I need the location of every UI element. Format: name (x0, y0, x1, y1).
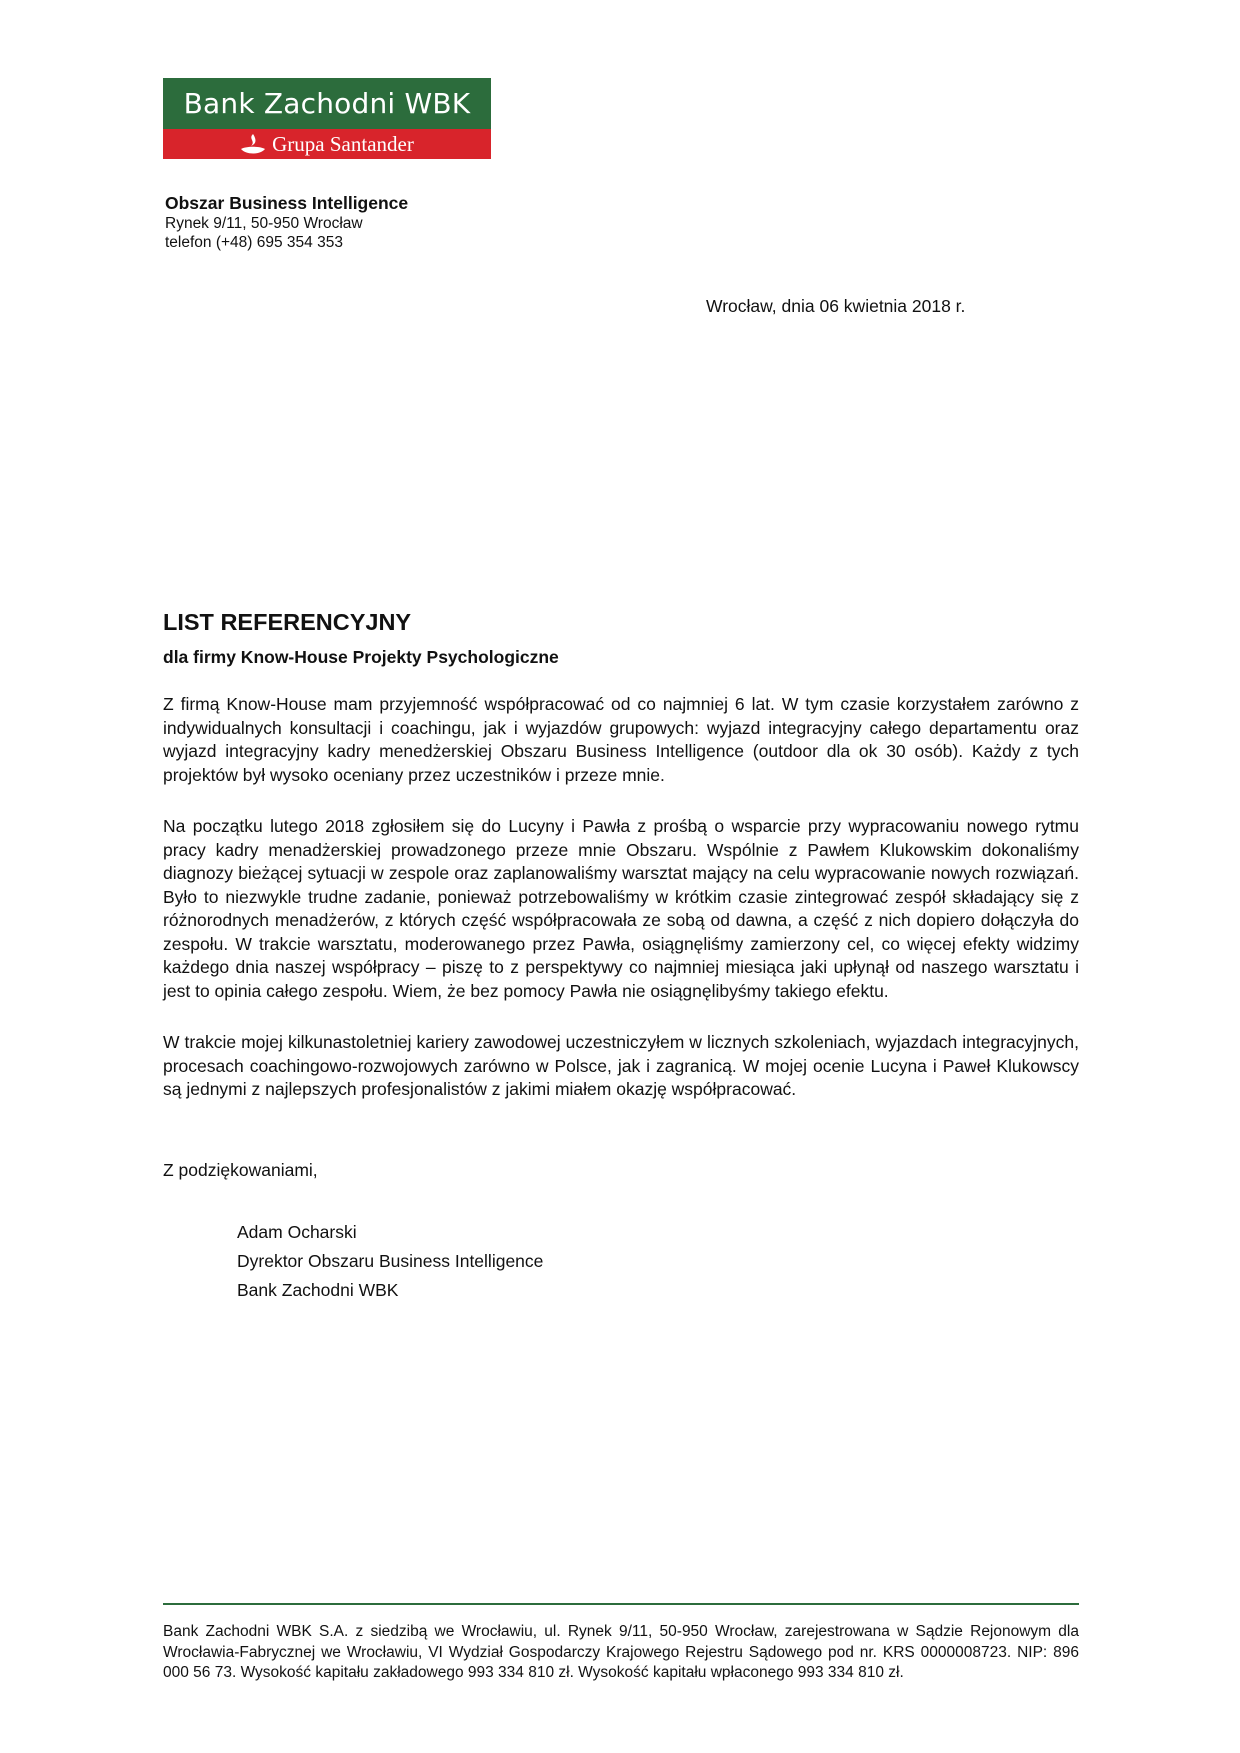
logo-group-band (163, 129, 491, 159)
sender-address: Rynek 9/11, 50-950 Wrocław (165, 215, 363, 232)
letter-title: LIST REFERENCYJNY (163, 609, 412, 635)
santander-flame-icon (240, 133, 266, 155)
logo-bank-name: Bank Zachodni WBK (183, 87, 471, 120)
signatory-company: Bank Zachodni WBK (237, 1280, 399, 1300)
signatory-name: Adam Ocharski (237, 1222, 357, 1242)
sender-phone: telefon (+48) 695 354 353 (165, 234, 343, 251)
body-paragraph: Na początku lutego 2018 zgłosiłem się do Lucyny i Pawła z prośbą o wsparcie przy wypracowaniu nowego rytmu pracy kadry menadżerskiej prowadzonego przeze mnie Obszaru. Wspólnie z Pawłem Klukowskim dokonaliśmy diagnozy bieżącej sytuacji w zespole oraz zaplanowaliśmy warsztat mający na celu wypracowanie nowych rozwiązań. Było to niezwykle trudne zadanie, ponieważ potrzebowaliśmy w krótkim czasie zintegrować zespół składający się z różnorodnych menadżerów, z których część współpracowała ze sobą od dawna, a część z nich dopiero dołączyła do zespołu. W trakcie warsztatu, moderowanego przez Pawła, osiągnęliśmy zamierzony cel, co więcej efekty widzimy każdego dnia naszej współpracy – piszę to z perspektywy co najmniej miesiąca jaki upłynął od naszego warsztatu i jest to opinia całego zespołu. Wiem, że bez pomocy Pawła nie osiągnęlibyśmy takiego efektu. (163, 816, 1079, 1001)
closing-line: Z podziękowaniami, (163, 1160, 318, 1180)
signature-block (237, 1218, 543, 1305)
letter-body (163, 693, 1079, 1130)
sender-block (165, 192, 408, 252)
footer-divider (163, 1603, 1079, 1605)
letter-subtitle: dla firmy Know-House Projekty Psychologiczne (163, 647, 559, 667)
signatory-position: Dyrektor Obszaru Business Intelligence (237, 1251, 544, 1271)
logo-group-name: Grupa Santander (272, 131, 414, 156)
body-paragraph: Z firmą Know-House mam przyjemność współpracować od co najmniej 6 lat. W tym czasie korzystałem zarówno z indywidualnych konsultacji i coachingu, jak i wyjazdów grupowych: wyjazd integracyjny całego departamentu oraz wyjazd integracyjny kadry menedżerskiej Obszaru Business Intelligence (outdoor dla ok 30 osób). Każdy z tych projektów był wysoko oceniany przez uczestników i przeze mnie. (163, 694, 1079, 785)
footer-legal-text: Bank Zachodni WBK S.A. z siedzibą we Wrocławiu, ul. Rynek 9/11, 50-950 Wrocław, zarejestrowana w Sądzie Rejonowym dla Wrocławia-Fabrycznej we Wrocławiu, VI Wydział Gospodarczy Krajowego Rejestru Sądowego pod nr. KRS 0000008723. NIP: 896 000 56 73. Wysokość kapitału zakładowego 993 334 810 zł. Wysokość kapitału wpłaconego 993 334 810 zł. (163, 1623, 1079, 1681)
bank-logo (163, 78, 491, 159)
body-paragraph: W trakcie mojej kilkunastoletniej kariery zawodowej uczestniczyłem w licznych szkoleniach, wyjazdach integracyjnych, procesach coachingowo-rozwojowych zarówno w Polsce, jak i zagranicą. W mojej ocenie Lucyna i Paweł Klukowscy są jednymi z najlepszych profesjonalistów z jakimi miałem okazję współpracować. (163, 1032, 1079, 1099)
logo-bank-name-band (163, 78, 491, 129)
sender-name: Obszar Business Intelligence (165, 193, 409, 213)
date-line: Wrocław, dnia 06 kwietnia 2018 r. (706, 296, 966, 316)
